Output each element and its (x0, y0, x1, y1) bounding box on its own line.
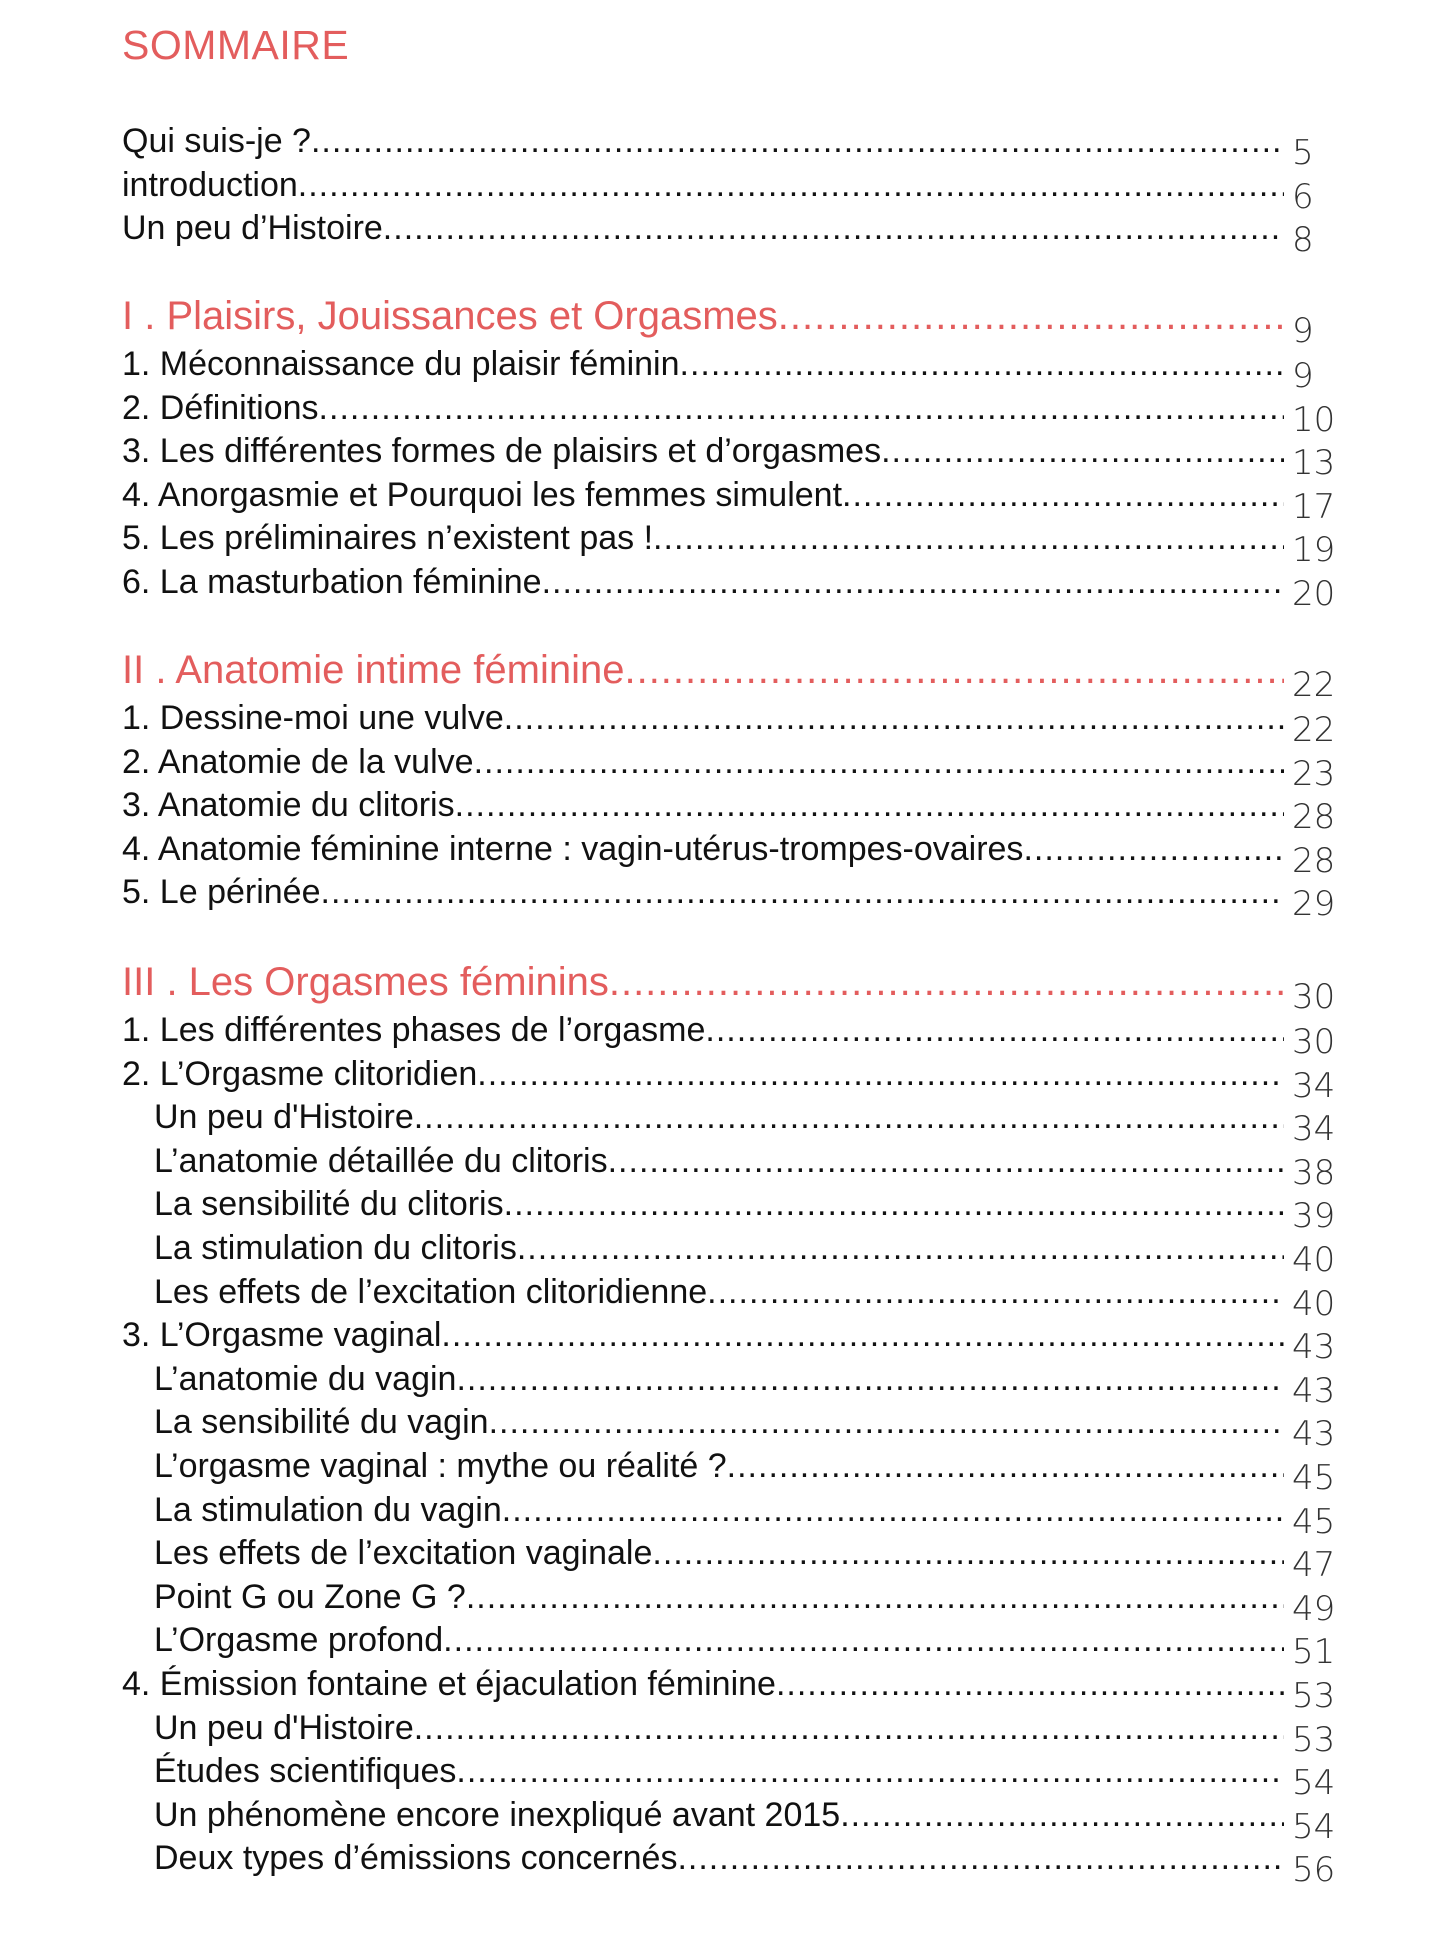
toc-entry-row[interactable] (122, 1488, 1342, 1542)
toc-entry-row[interactable] (122, 1139, 1342, 1193)
toc-entry (154, 1706, 1284, 1750)
page-number: 47 (1292, 1545, 1336, 1586)
toc-entry-row[interactable] (122, 1618, 1342, 1673)
dot-leader (652, 1531, 1284, 1575)
page-number: 45 (1292, 1501, 1336, 1542)
dot-leader (776, 1662, 1284, 1706)
toc-entry (122, 516, 1284, 560)
entry-label: L’Orgasme profond (154, 1621, 444, 1660)
dot-leader (321, 870, 1285, 914)
entry-label: L’anatomie du vagin (154, 1359, 457, 1398)
entry-label: 3. L’Orgasme vaginal (122, 1316, 442, 1355)
page-number: 22 (1292, 665, 1336, 705)
page-number: 28 (1292, 840, 1336, 881)
toc-entry (154, 1575, 1284, 1619)
entry-label: 6. La masturbation féminine (122, 563, 542, 601)
page-number: 43 (1292, 1370, 1336, 1411)
dot-leader (517, 1226, 1284, 1270)
page-number: 19 (1292, 530, 1336, 571)
toc-entry (122, 206, 1284, 250)
page-number: 40 (1292, 1283, 1336, 1324)
toc-section-row[interactable] (122, 648, 1342, 705)
entry-label: Les effets de l’excitation clitoridienne (154, 1272, 708, 1311)
dot-leader (727, 1444, 1284, 1488)
dot-leader (456, 1749, 1284, 1793)
toc-entry (122, 1052, 1284, 1096)
toc-entry (154, 1139, 1284, 1183)
toc-entry (122, 386, 1284, 430)
dot-leader (489, 1400, 1284, 1444)
section-title: II . Anatomie intime féminine (122, 648, 625, 692)
dot-leader (456, 1357, 1284, 1401)
toc-section-row[interactable] (122, 960, 1342, 1017)
page-number: 13 (1292, 443, 1336, 484)
toc-entry-row[interactable] (122, 206, 1342, 261)
page-number: 51 (1292, 1632, 1336, 1673)
toc-entry (154, 1226, 1284, 1270)
page-number: 43 (1292, 1414, 1336, 1455)
entry-label: 5. Le périnée (122, 873, 321, 912)
dot-leader (542, 560, 1284, 604)
toc-entry-row[interactable] (122, 783, 1342, 838)
toc-entry (154, 1618, 1284, 1662)
dot-leader (608, 1139, 1284, 1183)
dot-leader (680, 342, 1284, 386)
entry-label: L’anatomie détaillée du clitoris (154, 1141, 608, 1180)
dot-leader (842, 473, 1284, 517)
page-number: 43 (1292, 1327, 1336, 1368)
toc-entry-row[interactable] (122, 1662, 1342, 1716)
page-number: 9 (1292, 311, 1314, 351)
entry-label: Un peu d'Histoire (154, 1708, 414, 1747)
page-number: 20 (1292, 574, 1336, 614)
toc-entry-row[interactable] (122, 560, 1342, 614)
entry-label: 4. Anatomie féminine interne : vagin-utérus-trompes-ovaires (122, 829, 1024, 868)
dot-leader (298, 163, 1284, 207)
toc-entry-row[interactable] (122, 1706, 1342, 1760)
toc-entry-row[interactable] (122, 1270, 1342, 1324)
dot-leader (443, 1618, 1284, 1662)
dot-leader (881, 429, 1284, 473)
dot-leader (477, 1052, 1284, 1096)
entry-label: 1. Méconnaissance du plaisir féminin (122, 345, 680, 383)
page-number: 54 (1292, 1806, 1336, 1847)
dot-leader (653, 516, 1284, 560)
toc-entry-row[interactable] (122, 1444, 1342, 1498)
toc-entry-row[interactable] (122, 1008, 1342, 1062)
page-number: 17 (1292, 486, 1336, 527)
entry-label: 2. Définitions (122, 388, 319, 427)
page-number: 29 (1292, 884, 1336, 925)
entry-label: Deux types d’émissions concernés (154, 1839, 678, 1878)
page-number: 45 (1292, 1458, 1336, 1498)
dot-leader (1023, 827, 1284, 871)
entry-label: 1. Dessine-moi une vulve (122, 699, 504, 737)
entry-label: La sensibilité du vagin (154, 1403, 489, 1442)
page-number: 54 (1292, 1763, 1336, 1804)
page-number: 53 (1292, 1676, 1336, 1716)
toc-entry-row[interactable] (122, 1749, 1342, 1804)
toc-entry (122, 1008, 1284, 1052)
toc-entry (122, 827, 1284, 871)
dot-leader (319, 386, 1284, 430)
toc-section-row[interactable] (122, 294, 1342, 351)
page-number: 22 (1292, 710, 1336, 750)
dot-leader (502, 1488, 1284, 1532)
toc-entry-row[interactable] (122, 473, 1342, 527)
toc-entry-row[interactable] (122, 119, 1342, 173)
page-number: 56 (1292, 1850, 1336, 1891)
dot-leader (504, 1182, 1284, 1226)
entry-label: 5. Les préliminaires n’existent pas ! (122, 519, 654, 558)
dot-leader (840, 1793, 1284, 1837)
entry-label: La sensibilité du clitoris (154, 1185, 504, 1224)
entry-label: La stimulation du vagin (154, 1490, 502, 1529)
toc-entry (122, 429, 1284, 473)
toc-entry (154, 1400, 1284, 1444)
toc-entry (154, 1531, 1284, 1575)
page-number: 34 (1292, 1065, 1336, 1106)
toc-entry (122, 870, 1284, 914)
entry-label: 2. L’Orgasme clitoridien (122, 1054, 478, 1093)
toc-entry (122, 473, 1284, 517)
page-number: 8 (1292, 220, 1314, 261)
toc-entry-row[interactable] (122, 429, 1342, 484)
toc-entry-row[interactable] (122, 740, 1342, 794)
dot-leader (778, 291, 1284, 341)
page-number: 53 (1292, 1719, 1336, 1760)
entry-label: 3. Anatomie du clitoris (122, 786, 455, 825)
toc-entry (122, 957, 1284, 1007)
toc-entry-row[interactable] (122, 1182, 1342, 1237)
toc-entry (122, 1662, 1284, 1706)
dot-leader (455, 783, 1284, 827)
toc-entry-row[interactable] (122, 1531, 1342, 1586)
page-number: 30 (1292, 977, 1336, 1017)
entry-label: 1. Les différentes phases de l’orgasme (122, 1011, 706, 1049)
toc-entry-row[interactable] (122, 1313, 1342, 1368)
entry-label: 3. Les différentes formes de plaisirs et d’orgasmes (122, 432, 882, 471)
dot-leader (414, 1095, 1284, 1139)
page-number: 23 (1292, 753, 1336, 794)
toc-entry-row[interactable] (122, 342, 1342, 396)
toc-entry (154, 1836, 1284, 1880)
page-number: 6 (1292, 176, 1314, 217)
dot-leader (624, 645, 1284, 695)
entry-label: 2. Anatomie de la vulve (122, 742, 474, 781)
section-title: III . Les Orgasmes féminins (122, 960, 609, 1004)
dot-leader (311, 119, 1284, 163)
toc-entry-row[interactable] (122, 1836, 1342, 1891)
toc-entry-row[interactable] (122, 516, 1342, 571)
toc-entry (122, 740, 1284, 784)
page-number: 39 (1292, 1196, 1336, 1237)
toc-entry-row[interactable] (122, 1357, 1342, 1411)
dot-leader (474, 740, 1284, 784)
entry-label: introduction (122, 165, 298, 204)
toc-entry (122, 1313, 1284, 1357)
toc-entry (122, 560, 1284, 604)
toc-entry-row[interactable] (122, 696, 1342, 750)
toc-entry-row[interactable] (122, 1793, 1342, 1847)
dot-leader (677, 1836, 1284, 1880)
toc-entry-row[interactable] (122, 1400, 1342, 1455)
toc-title: SOMMAIRE (122, 22, 350, 68)
entry-label: Les effets de l’excitation vaginale (154, 1534, 653, 1573)
entry-label: Un peu d’Histoire (122, 209, 383, 248)
toc-entry (122, 163, 1284, 207)
dot-leader (414, 1706, 1284, 1750)
toc-entry-row[interactable] (122, 827, 1342, 881)
page-number: 30 (1292, 1022, 1336, 1062)
page-number: 5 (1292, 133, 1314, 173)
entry-label: Études scientifiques (154, 1752, 457, 1791)
entry-label: La stimulation du clitoris (154, 1229, 517, 1267)
dot-leader (609, 957, 1284, 1007)
entry-label: Qui suis-je ? (122, 122, 311, 160)
entry-label: Un peu d'Histoire (154, 1098, 414, 1137)
toc-entry-row[interactable] (122, 1226, 1342, 1280)
toc-entry (154, 1488, 1284, 1532)
toc-entry (154, 1749, 1284, 1793)
dot-leader (707, 1270, 1284, 1314)
toc-entry (122, 645, 1284, 695)
toc-entry-row[interactable] (122, 386, 1342, 440)
toc-entry (154, 1793, 1284, 1837)
toc-entry (122, 783, 1284, 827)
entry-label: Point G ou Zone G ? (154, 1577, 466, 1616)
page-number: 38 (1292, 1152, 1336, 1193)
section-title: I . Plaisirs, Jouissances et Orgasmes (122, 294, 778, 338)
entry-label: Un phénomène encore inexpliqué avant 2015 (154, 1795, 841, 1834)
toc-entry-row[interactable] (122, 1095, 1342, 1150)
toc-entry (154, 1095, 1284, 1139)
page-number: 34 (1292, 1109, 1336, 1150)
dot-leader (504, 696, 1284, 740)
dot-leader (466, 1575, 1284, 1619)
toc-entry (154, 1444, 1284, 1488)
entry-label: 4. Anorgasmie et Pourquoi les femmes simulent (122, 475, 843, 514)
toc-entry (154, 1270, 1284, 1314)
toc-entry (122, 696, 1284, 740)
toc-entry-row[interactable] (122, 1052, 1342, 1106)
dot-leader (441, 1313, 1284, 1357)
entry-label: L’orgasme vaginal : mythe ou réalité ? (154, 1447, 727, 1485)
page-number: 9 (1292, 356, 1314, 396)
toc-entry-row[interactable] (122, 1575, 1342, 1629)
dot-leader (383, 206, 1284, 250)
toc-entry (154, 1357, 1284, 1401)
page-number: 40 (1292, 1240, 1336, 1280)
page-number: 49 (1292, 1588, 1336, 1629)
toc-entry (122, 291, 1284, 341)
page-number: 10 (1292, 399, 1336, 440)
toc-entry-row[interactable] (122, 870, 1342, 925)
toc-entry (154, 1182, 1284, 1226)
toc-entry (122, 342, 1284, 386)
dot-leader (705, 1008, 1284, 1052)
toc-entry (122, 119, 1284, 163)
toc-entry-row[interactable] (122, 163, 1342, 217)
page-number: 28 (1292, 797, 1336, 838)
entry-label: 4. Émission fontaine et éjaculation féminine (122, 1665, 776, 1703)
